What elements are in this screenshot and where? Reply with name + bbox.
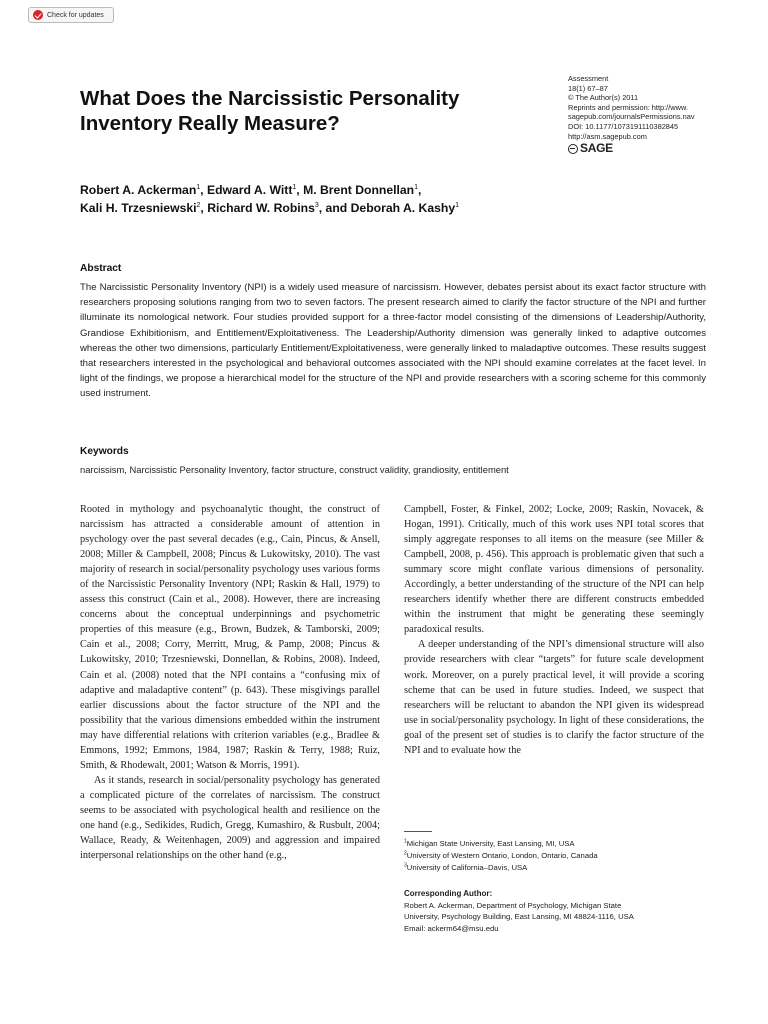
check-for-updates-label: Check for updates <box>47 11 104 19</box>
author-separator: , <box>200 201 208 215</box>
author-affiliation: 1 <box>292 183 297 191</box>
journal-meta <box>568 74 748 154</box>
author-name: Edward A. Witt <box>206 183 293 197</box>
affiliation-item <box>404 850 704 862</box>
author-name: Richard W. Robins <box>207 201 315 215</box>
corresponding-author <box>404 888 704 934</box>
affiliation-text: University of California–Davis, USA <box>406 863 528 872</box>
keywords-text: narcissism, Narcissistic Personality Inventory, factor structure, construct validity, grandiosity, entitlement <box>80 464 509 475</box>
affiliation-number: 3 <box>404 862 407 869</box>
author-affiliation: 1 <box>414 183 419 191</box>
permissions-link[interactable]: sagepub.com/journalsPermissions.nav <box>568 112 695 122</box>
body-paragraph: A deeper understanding of the NPI’s dimensional structure will also provide researchers with clear “targets” for future scale development work. Moreover, on a purely practical level, it will provide a scoring scheme that can be used in future studies. Indeed, we suspect that researchers will be reluctant to abandon the NPI given its widespread use in social/personality psychology. In light of these considerations, the goal of the present set of studies is to clarify the factor structure of the NPI and to evaluate how the <box>404 639 704 756</box>
author-name: Robert A. Ackerman <box>80 183 197 197</box>
affiliation-number: 1 <box>404 838 407 845</box>
abstract-section <box>80 263 706 402</box>
check-icon <box>33 10 43 20</box>
check-for-updates-badge[interactable] <box>28 7 114 23</box>
author-separator: , <box>296 183 304 197</box>
body-paragraph: As it stands, research in social/personality psychology has generated a complicated picture of the correlates of narcissism. The construct seems to be associated with psychological health and resilience on the one hand (e.g., Sedikides, Rudich, Gregg, Kumashiro, & Rusbult, 2004; Wallace, Ready, & Weitenhagen, 2009) and aggression and impaired interpersonal relationships on the other hand (e.g., <box>80 774 380 862</box>
author-affiliation: 1 <box>455 201 460 209</box>
body-column-right <box>404 502 704 758</box>
author-separator: , and <box>318 201 351 215</box>
author-name: Kali H. Trzesniewski <box>80 201 197 215</box>
affiliation-text: University of Western Ontario, London, Ontario, Canada <box>406 851 598 860</box>
corresponding-email[interactable]: Email: ackerm64@msu.edu <box>404 923 499 933</box>
author-list <box>80 181 680 217</box>
journal-name: Assessment <box>568 74 609 83</box>
author-name: M. Brent Donnellan <box>303 183 415 197</box>
body-column-left <box>80 502 380 863</box>
author-separator: , <box>418 183 422 197</box>
sage-logo <box>568 141 748 156</box>
body-paragraph: Rooted in mythology and psychoanalytic thought, the construct of narcissism has attracted a considerable amount of attention in psychology over the past several decades (e.g., Cain, Pincus, & Ansell, 2008; Miller & Campbell, 2008; Pincus & Lukowitsky, 2010). The vast majority of research in social/personality psychology uses various forms of the Narcissistic Personality Inventory (NPI; Raskin & Hall, 1979) to assess this construct (Cain et al., 2008). However, there are increasing concerns about the conceptual underpinnings and psychometric properties of this measure (e.g., Brown, Budzek, & Tamborski, 2009; Cain et al., 2008; Corry, Merritt, Mrug, & Pamp, 2008; Pincus & Lukowitsky, 2010; Trzesniewski, Donnellan, & Robins, 2008). Indeed, Cain et al. (2008) noted that the NPI contains a “confusing mix of adaptive and maladaptive content” (p. 643). These misgivings parallel earlier discussions about the factor structure of the NPI and the possibility that the various dimensions embedded within the instrument may have differential relations with criterion variables (e.g., Bradlee & Emmons, 1992; Emmons, 1984, 1987; Raskin & Terry, 1988; Ruiz, Smith, & Rhodewalt, 2001; Watson & Morris, 1991). <box>80 504 380 771</box>
reprints-line: Reprints and permission: http://www. <box>568 102 688 112</box>
author-name: Deborah A. Kashy <box>350 201 456 215</box>
body-paragraph: Campbell, Foster, & Finkel, 2002; Locke, 2009; Raskin, Novacek, & Hogan, 1991). Critically, much of this work uses NPI total scores that simply aggregate responses to all items on the measure (see Miller & Campbell, 2008, p. 456). This approach is problematic given that such a summary score might conflate various dimensions of personality. Accordingly, a better understanding of the structure of the NPI can help researchers identify whether there are different constructs embedded within the instrument that might be generating these seemingly paradoxical results. <box>404 504 704 636</box>
author-affiliation: 1 <box>196 183 201 191</box>
sage-logo-icon <box>568 144 578 154</box>
abstract-text: The Narcissistic Personality Inventory (NPI) is a widely used measure of narcissism. However, debates persist about its exact factor structure with researchers proposing solutions ranging from two to seven factors. The present research aimed to clarify the factor structure of the NPI and further illuminate its nomological network. Four studies provided support for a three-factor model consisting of the dimensions of Leadership/Authority, Grandiose Exhibitionism, and Entitlement/Exploitativeness. The Leadership/Authority dimension was generally linked to adaptive outcomes whereas the other two dimensions, particularly Entitlement/Exploitativeness, were generally linked to maladaptive outcomes. These results suggest that researchers interested in the psychological and behavioral outcomes associated with the NPI should examine correlates at the facet level. In light of the findings, we propose a hierarchical model for the structure of the NPI and provide researchers with a scoring scheme for this commonly used instrument. <box>80 282 706 400</box>
keywords-heading: Keywords <box>80 446 129 457</box>
sage-logo-text: SAGE <box>580 141 613 156</box>
abstract-heading: Abstract <box>80 263 122 274</box>
corresponding-line: University, Psychology Building, East Lansing, MI 48824-1116, USA <box>404 912 634 922</box>
affiliation-item <box>404 862 704 874</box>
author-separator: , <box>200 183 207 197</box>
affiliations <box>404 838 704 874</box>
corresponding-heading: Corresponding Author: <box>404 889 493 898</box>
corresponding-line: Robert A. Ackerman, Department of Psychology, Michigan State <box>404 901 622 911</box>
article-title: What Does the Narcissistic Personality Inventory Really Measure? <box>80 87 460 135</box>
doi-line[interactable]: DOI: 10.1177/1073191110382845 <box>568 121 679 131</box>
affiliation-text: Michigan State University, East Lansing, MI, USA <box>406 839 575 848</box>
footnote-divider <box>404 831 432 832</box>
author-affiliation: 3 <box>314 201 319 209</box>
affiliation-number: 2 <box>404 850 407 857</box>
journal-url[interactable]: http://asm.sagepub.com <box>568 131 647 141</box>
keywords-section <box>80 446 706 477</box>
journal-volume: 18(1) 67–87 <box>568 83 608 93</box>
copyright-line: © The Author(s) 2011 <box>568 93 639 103</box>
author-affiliation: 2 <box>196 201 201 209</box>
affiliation-item <box>404 838 704 850</box>
